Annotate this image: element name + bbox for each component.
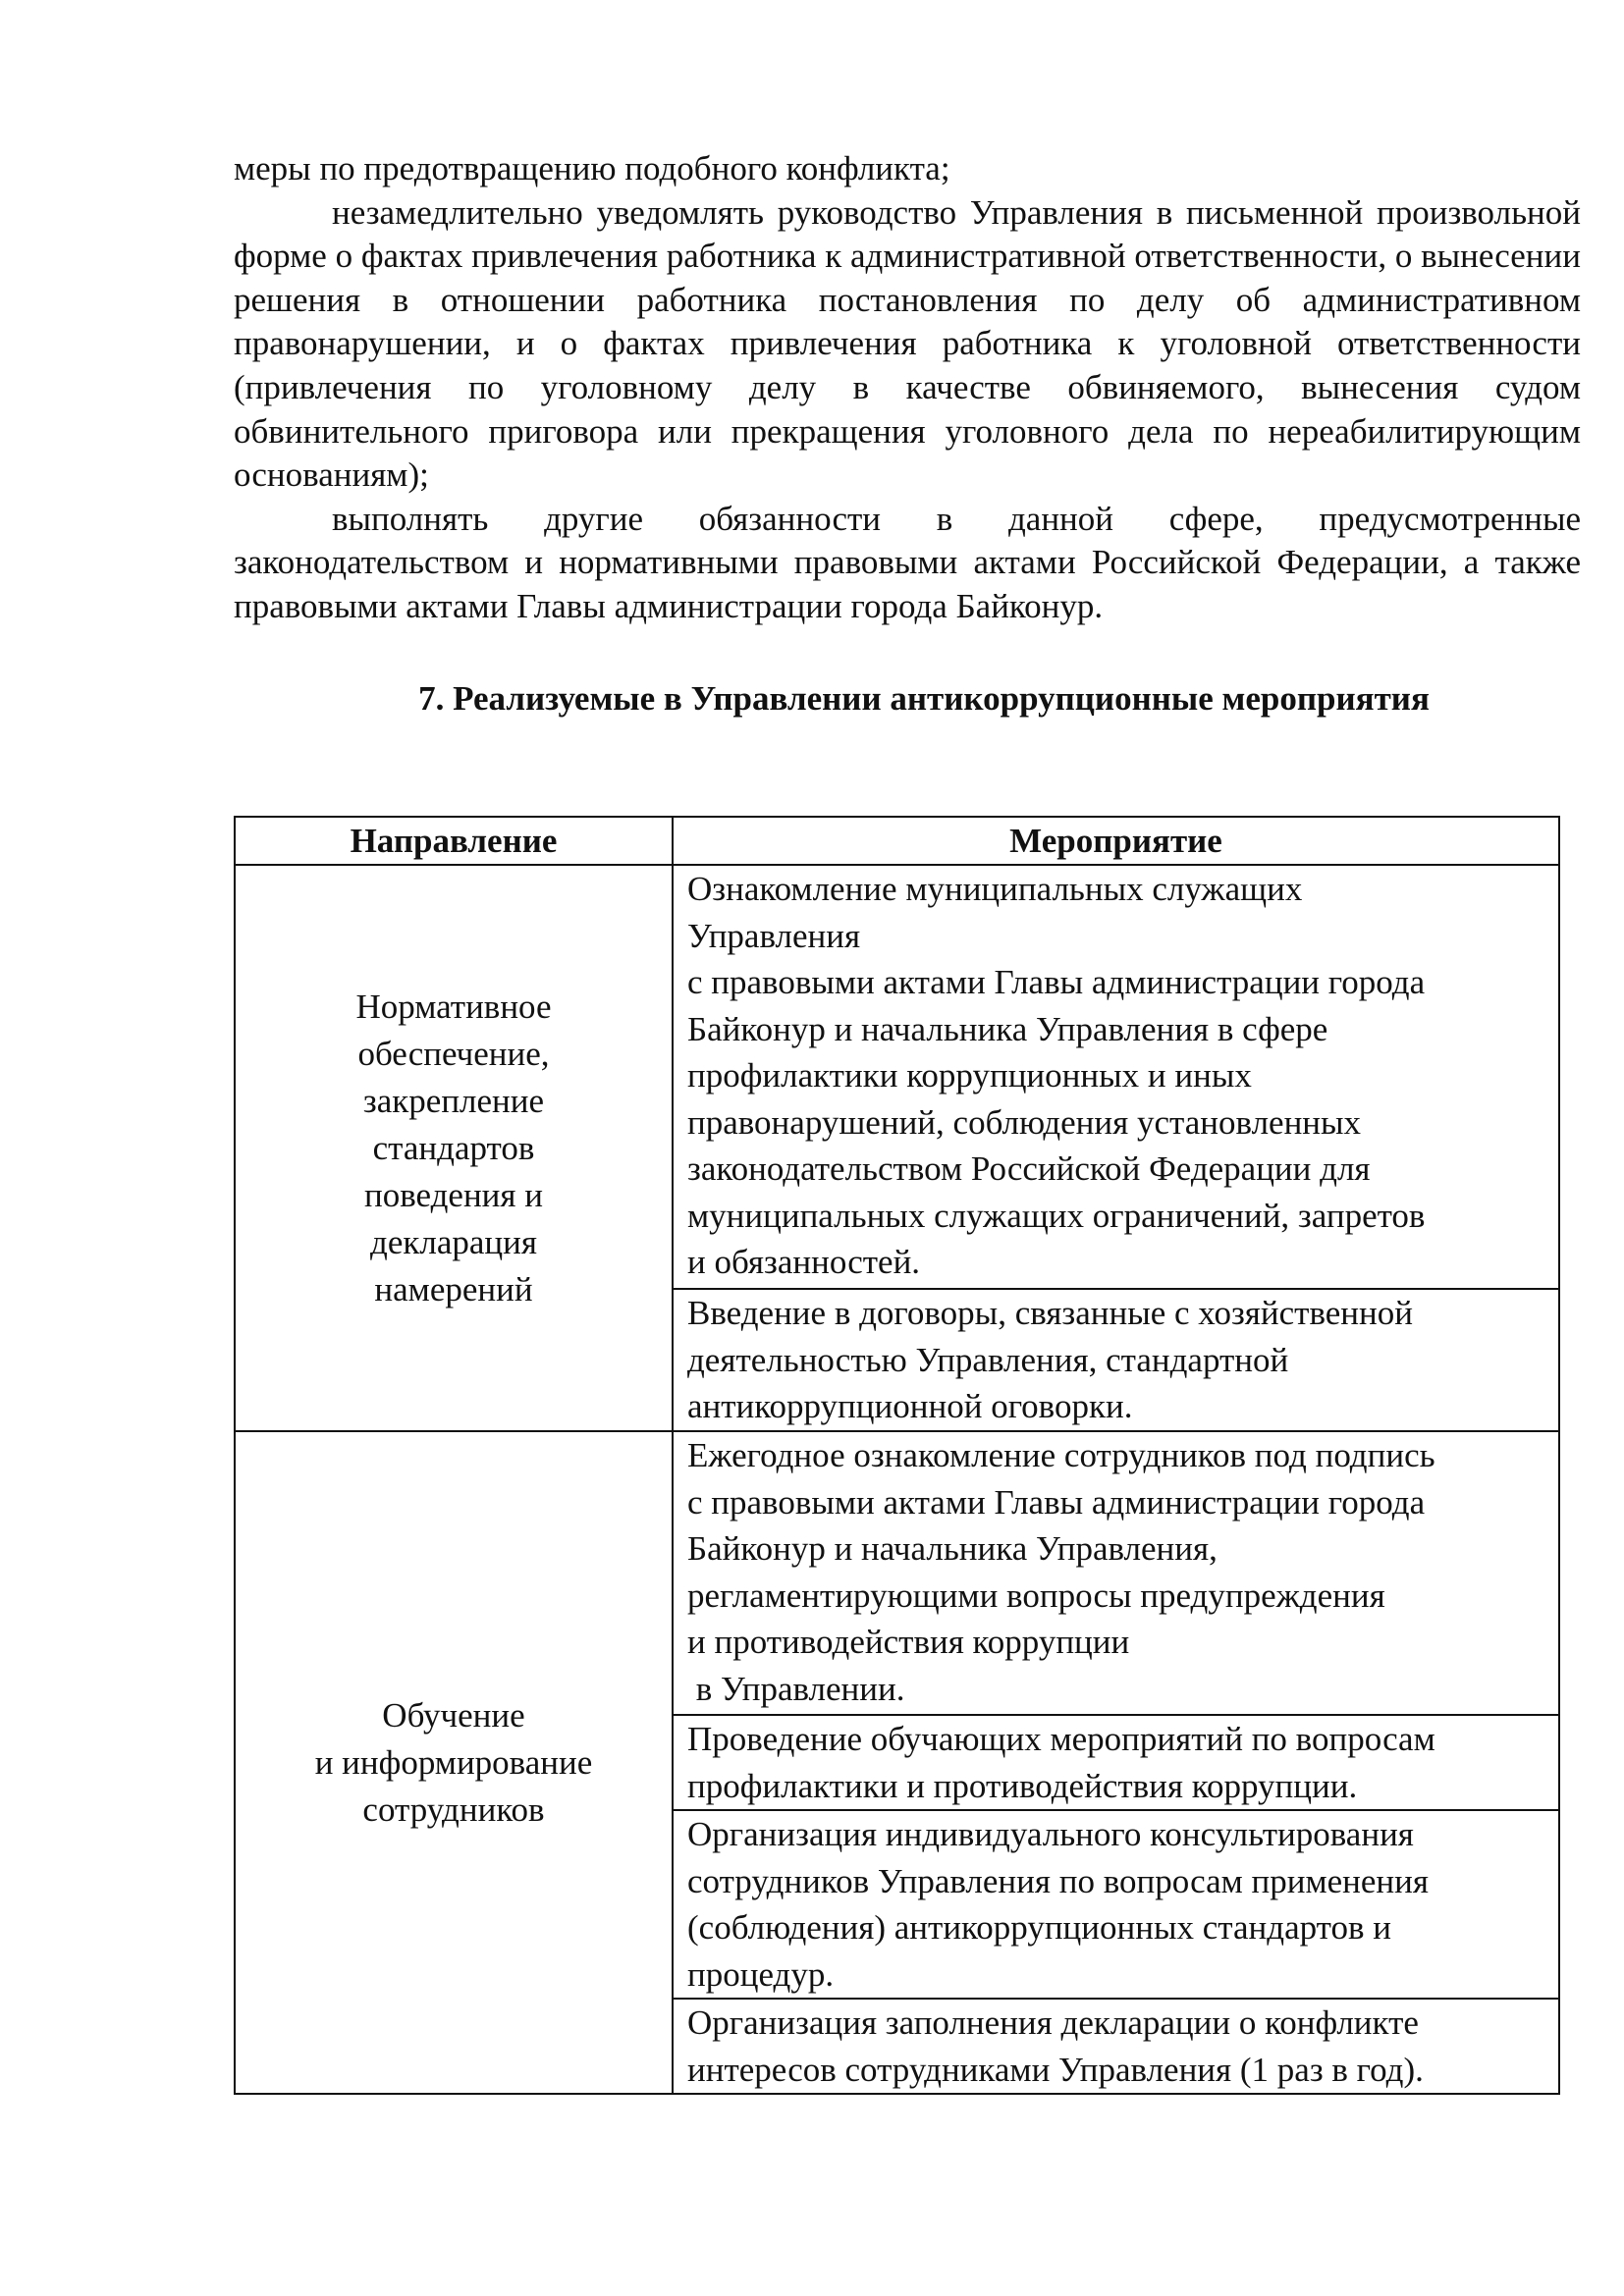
measure-line: Организация заполнения декларации о конфликте — [687, 2003, 1419, 2042]
direction-line: намерений — [374, 1269, 533, 1308]
direction-line: закрепление — [362, 1081, 545, 1120]
measure-cell — [673, 865, 1559, 1289]
measure-cell — [673, 1810, 1559, 1999]
header-measure: Мероприятие — [673, 817, 1559, 865]
measure-line: интересов сотрудниками Управления (1 раз в год). — [687, 2050, 1424, 2089]
measure-cell — [673, 1431, 1559, 1715]
direction-line: декларация — [370, 1222, 537, 1261]
header-direction: Направление — [235, 817, 673, 865]
direction-line: и информирование — [314, 1742, 593, 1782]
measure-cell — [673, 1289, 1559, 1431]
measure-line: Байконур и начальника Управления в сфере — [687, 1009, 1328, 1048]
paragraph-notify-management: незамедлительно уведомлять руководство Управления в письменной произвольной форме о фактах привлечения работника к административной ответственности, о вынесении решения в отношении работника постановления по делу об административном правонарушении, и о фактах привлечения работника к уголовной ответственности (привлечения по уголовному делу в качестве обвиняемого, вынесения судом обвинительного приговора или прекращения уголовного дела по нереабилитирующим основаниям); — [234, 192, 1581, 495]
measure-line: Ознакомление муниципальных служащих — [687, 870, 1303, 908]
measure-line: с правовыми актами Главы администрации города — [687, 963, 1426, 1001]
measure-line: и обязанностей. — [687, 1243, 921, 1281]
measure-line: Организация индивидуального консультирования — [687, 1815, 1414, 1853]
measure-line: с правовыми актами Главы администрации города — [687, 1482, 1426, 1522]
direction-line: стандартов — [372, 1128, 535, 1167]
measure-line: Введение в договоры, связанные с хозяйственной — [687, 1294, 1413, 1332]
direction-line: сотрудников — [362, 1789, 545, 1829]
measure-line: в Управлении. — [687, 1669, 905, 1708]
measure-line: Байконур и начальника Управления, — [687, 1529, 1218, 1568]
measure-line: Проведение обучающих мероприятий по вопросам — [687, 1720, 1435, 1758]
measure-line: сотрудников Управления по вопросам применения — [687, 1861, 1429, 1900]
measure-line: законодательством Российской Федерации для — [687, 1149, 1371, 1188]
direction-line: поведения и — [363, 1175, 543, 1214]
paragraph-conflict-measures: меры по предотвращению подобного конфликта; — [234, 149, 950, 187]
direction-line: Нормативное — [355, 987, 552, 1026]
measure-line: профилактики и противодействия коррупции. — [687, 1766, 1358, 1805]
paragraph-other-duties: выполнять другие обязанности в данной сфере, предусмотренные законодательством и нормативными правовыми актами Российской Федерации, а также правовыми актами Главы администрации города Байконур. — [234, 499, 1581, 625]
measure-cell — [673, 1999, 1559, 2094]
anticorruption-measures-table — [234, 816, 1560, 2095]
direction-cell-training — [235, 1431, 673, 2094]
measure-line: деятельностью Управления, стандартной — [687, 1340, 1289, 1379]
direction-cell-normative — [235, 865, 673, 1431]
measure-cell — [673, 1715, 1559, 1810]
measure-line: регламентирующими вопросы предупреждения — [687, 1575, 1385, 1615]
section-title: 7. Реализуемые в Управлении антикоррупционные мероприятия — [418, 678, 1430, 718]
measure-line: процедур. — [687, 1954, 835, 1994]
measure-line: (соблюдения) антикоррупционных стандартов и — [687, 1908, 1391, 1947]
direction-line: Обучение — [382, 1695, 525, 1735]
measure-line: Ежегодное ознакомление сотрудников под подпись — [687, 1436, 1435, 1474]
table-row — [235, 1431, 1559, 1715]
direction-line: обеспечение, — [357, 1034, 550, 1073]
table-row — [235, 865, 1559, 1289]
document-page — [234, 147, 1581, 721]
measure-line: и противодействия коррупции — [687, 1623, 1130, 1661]
measure-line: антикоррупционной оговорки. — [687, 1387, 1133, 1425]
measure-line: Управления — [687, 916, 861, 955]
measure-line: муниципальных служащих ограничений, запретов — [687, 1196, 1426, 1235]
measure-line: профилактики коррупционных и иных — [687, 1056, 1252, 1095]
measure-line: правонарушений, соблюдения установленных — [687, 1102, 1362, 1142]
table-header-row — [235, 817, 1559, 865]
